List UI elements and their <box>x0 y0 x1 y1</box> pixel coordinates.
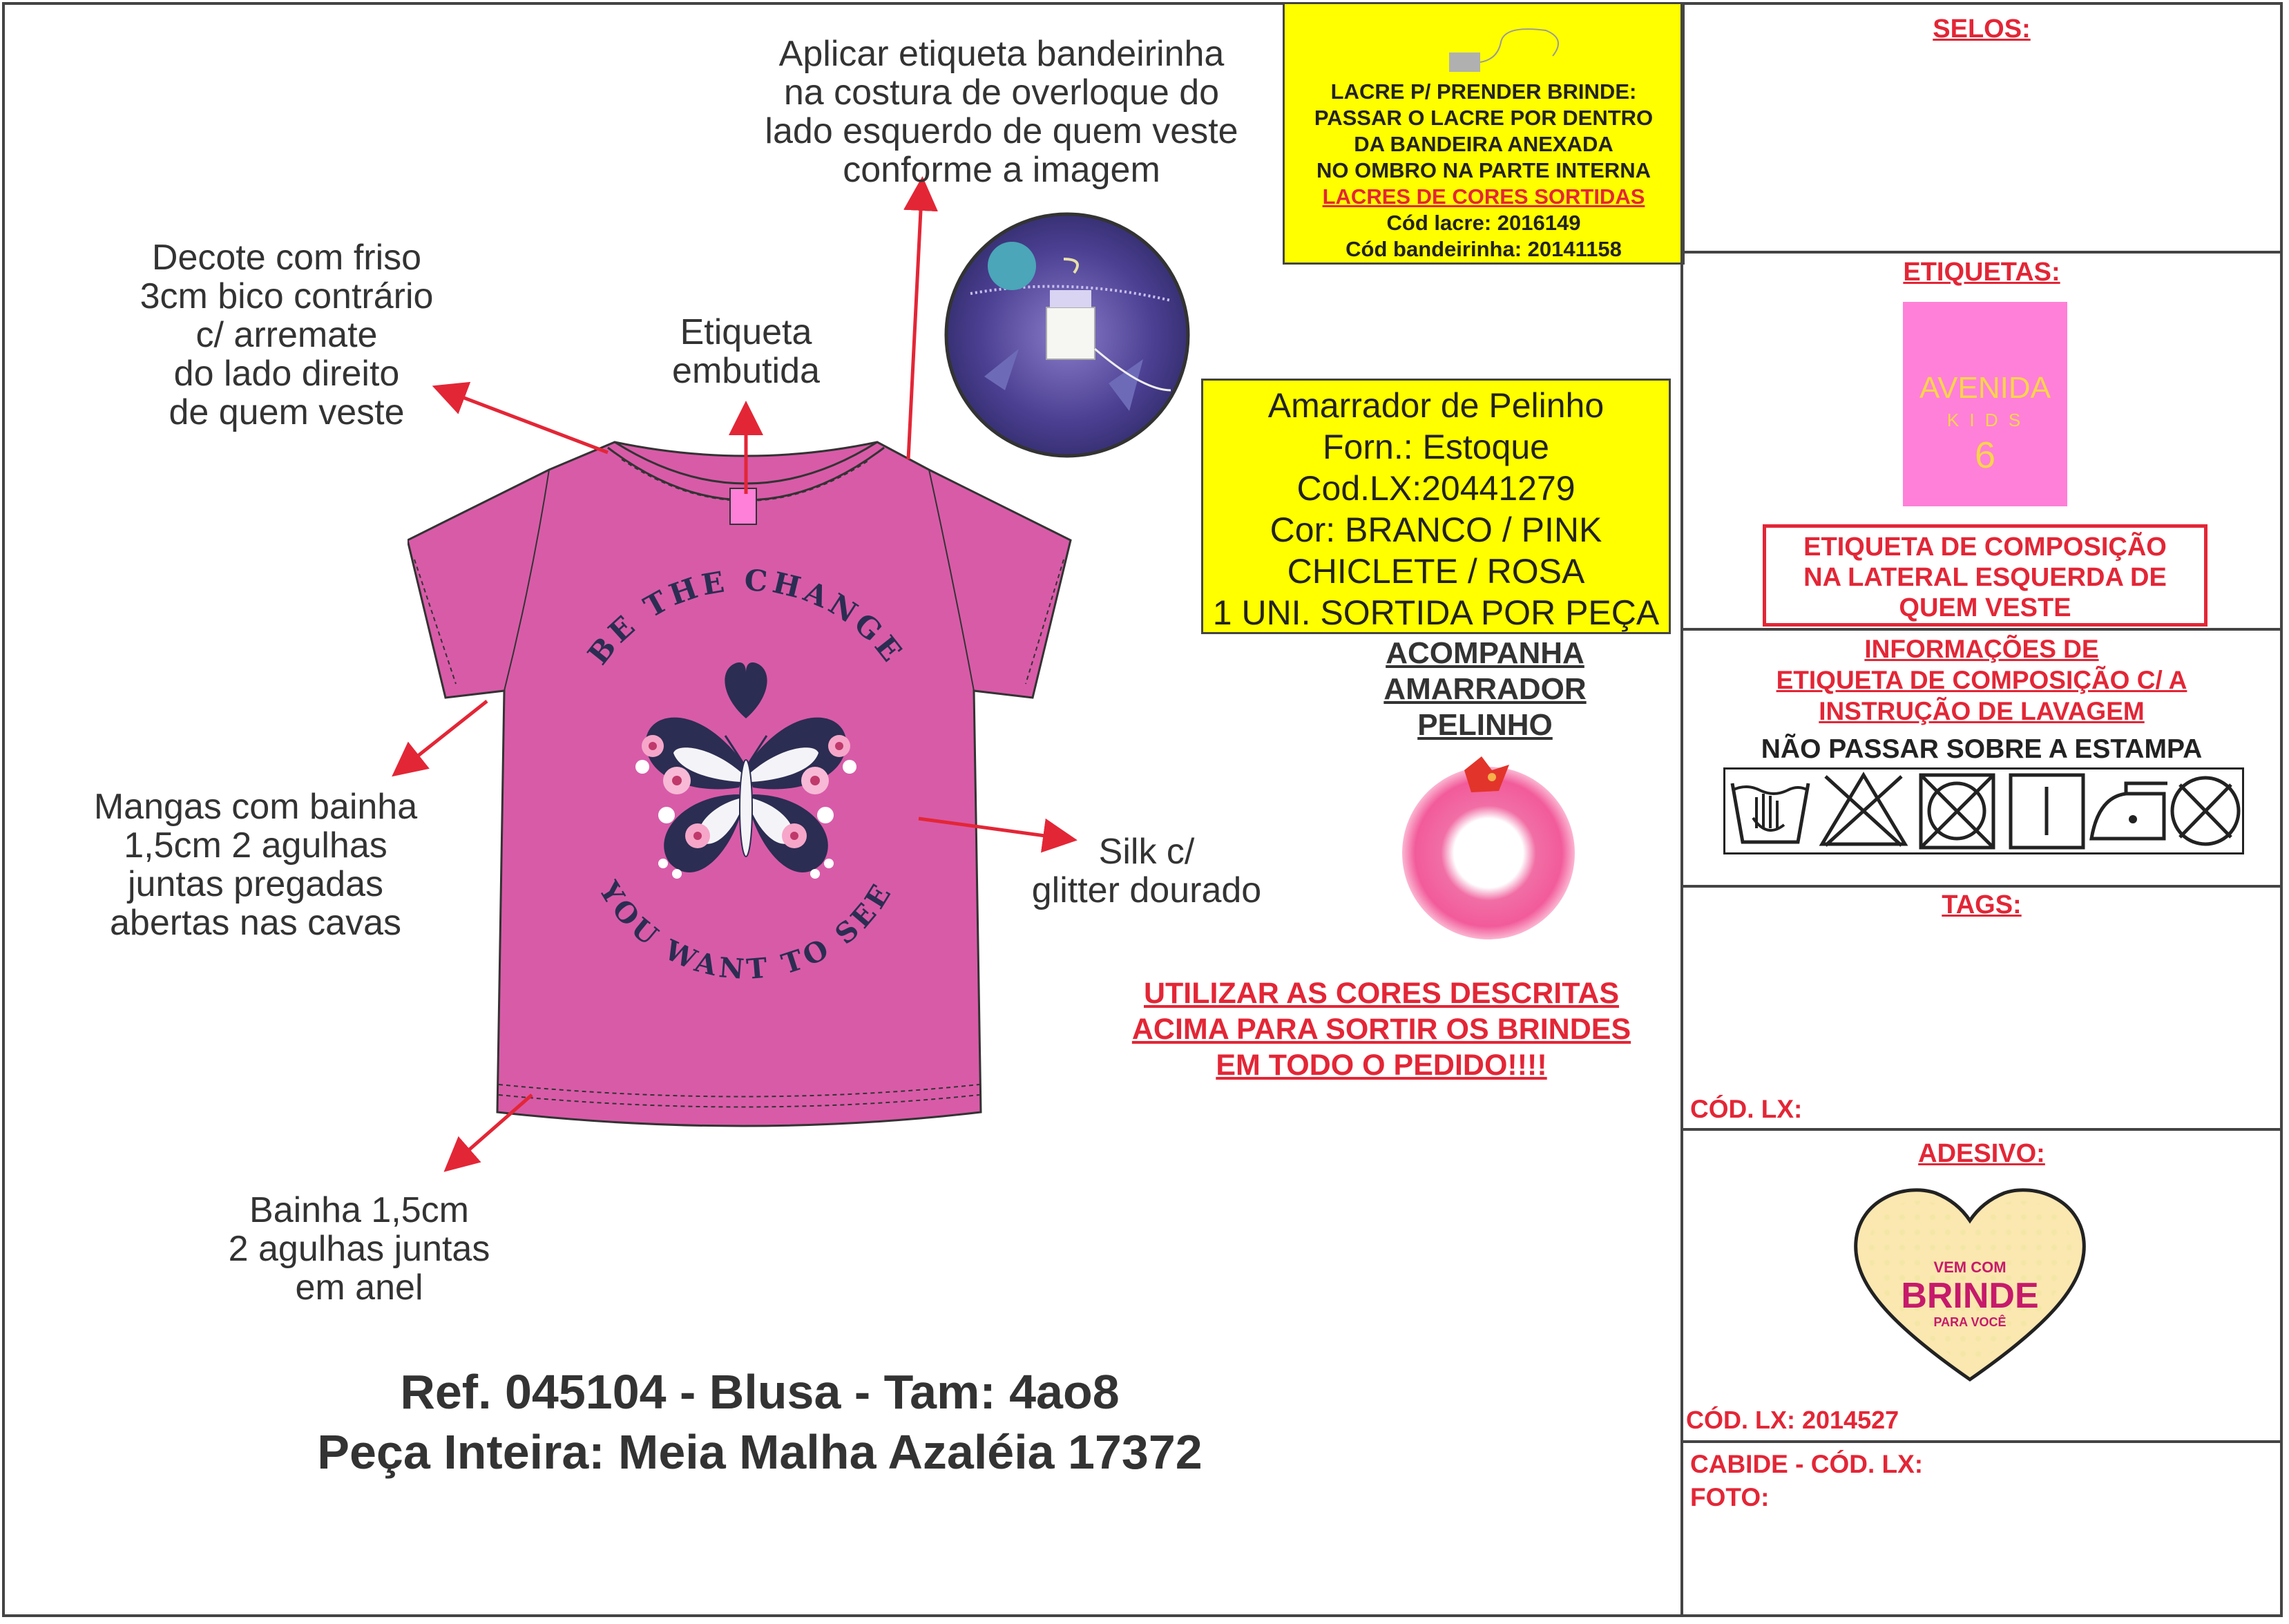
gift-line-5: CHICLETE / ROSA <box>1287 552 1585 591</box>
adesivo-cod-lx: CÓD. LX: 2014527 <box>1686 1406 1899 1434</box>
scrunchie-photo <box>1388 749 1589 950</box>
etiquetas-title: ETIQUETAS: <box>1903 258 2060 287</box>
seal-line-1: LACRE P/ PRENDER BRINDE: <box>1330 79 1637 104</box>
reference-line-1: Ref. 045104 - Blusa - Tam: 4ao8 <box>400 1365 1120 1419</box>
gift-sticker-text: VEM COM BRINDE PARA VOCÊ <box>1901 1259 2039 1329</box>
line-dry-icon <box>2011 775 2083 848</box>
section-etiquetas <box>1683 254 2280 631</box>
gift-line-2: Forn.: Estoque <box>1323 428 1549 466</box>
no-tumble-dry-icon <box>1921 775 1993 848</box>
section-selos <box>1683 5 2280 254</box>
seal-info-box <box>1283 2 1685 265</box>
tags-title: TAGS: <box>1942 890 2022 919</box>
tags-cod-lx: CÓD. LX: <box>1690 1095 1803 1123</box>
gift-line-1: Amarrador de Pelinho <box>1267 386 1605 425</box>
section-tags <box>1683 888 2280 1131</box>
seal-code-lacre: Cód lacre: 2016149 <box>1386 211 1581 235</box>
seal-highlight: LACRES DE CORES SORTIDAS <box>1322 184 1645 209</box>
note-flag-label: Aplicar etiqueta bandeirinha na costura de overloque do lado esquerdo de quem veste conforme a imagem <box>765 34 1238 190</box>
seal-line-2: PASSAR O LACRE POR DENTRO <box>1314 106 1654 130</box>
note-sleeves: Mangas com bainha 1,5cm 2 agulhas juntas pregadas abertas nas cavas <box>93 787 418 943</box>
note-silk: Silk c/ glitter dourado <box>1031 832 1262 910</box>
seal-code-flag: Cód bandeirinha: 20141158 <box>1345 237 1622 261</box>
note-neckline: Decote com friso 3cm bico contrário c/ arremate do lado direito de quem veste <box>140 238 434 432</box>
gift-line-6: 1 UNI. SORTIDA POR PEÇA <box>1212 593 1660 632</box>
section-cabide <box>1683 1443 2280 1616</box>
no-iron-print-note: NÃO PASSAR SOBRE A ESTAMPA <box>1761 734 2203 764</box>
gift-line-3: Cod.LX:20441279 <box>1296 469 1576 508</box>
iron-low-icon <box>2091 783 2167 839</box>
note-hem: Bainha 1,5cm 2 agulhas juntas em anel <box>228 1190 490 1308</box>
selos-title: SELOS: <box>1933 15 2031 44</box>
care-symbols <box>1723 767 2244 854</box>
seal-line-4: NO OMBRO NA PARTE INTERNA <box>1316 158 1651 182</box>
gift-line-4: Cor: BRANCO / PINK <box>1270 510 1602 549</box>
hand-wash-icon <box>1732 783 1808 842</box>
care-info-title: INFORMAÇÕES DE ETIQUETA DE COMPOSIÇÃO C/ A INSTRUÇÃO DE LAVAGEM <box>1776 635 2187 725</box>
note-inner-label: Etiqueta embutida <box>672 312 820 391</box>
seal-line-3: DA BANDEIRA ANEXADA <box>1354 132 1613 156</box>
adesivo-title: ADESIVO: <box>1918 1139 2045 1168</box>
brand-label-name: AVENIDA <box>1919 371 2051 405</box>
section-adesivo <box>1683 1131 2280 1443</box>
no-bleach-icon <box>1822 775 1905 846</box>
no-dry-clean-icon <box>2172 778 2239 844</box>
warning-note: UTILIZAR AS CORES DESCRITAS ACIMA PARA SORTIR OS BRINDES EM TODO O PEDIDO!!!! <box>1131 977 1631 1082</box>
brand-label <box>1903 302 2067 506</box>
reference-line-2: Peça Inteira: Meia Malha Azaléia 17372 <box>317 1425 1203 1479</box>
foto-label: FOTO: <box>1690 1483 1770 1511</box>
brand-label-sub: K I D S <box>1946 410 2024 430</box>
seal-tag-icon <box>1380 18 1587 80</box>
print-top-text: BE THE CHANGE <box>581 563 911 671</box>
flag-label-photo <box>943 211 1191 459</box>
accompany-note: ACOMPANHA AMARRADOR PELINHO <box>1383 636 1587 742</box>
brand-label-size: 6 <box>1974 434 1996 476</box>
cabide-cod-lx: CABIDE - CÓD. LX: <box>1690 1450 1924 1478</box>
composition-note: ETIQUETA DE COMPOSIÇÃO NA LATERAL ESQUERDA DE QUEM VESTE <box>1763 524 2207 627</box>
side-panel <box>1680 2 2283 1617</box>
gift-info-box <box>1201 379 1671 634</box>
section-care-info <box>1683 631 2280 888</box>
print-bottom-text: YOU WANT TO SEE <box>592 875 900 986</box>
